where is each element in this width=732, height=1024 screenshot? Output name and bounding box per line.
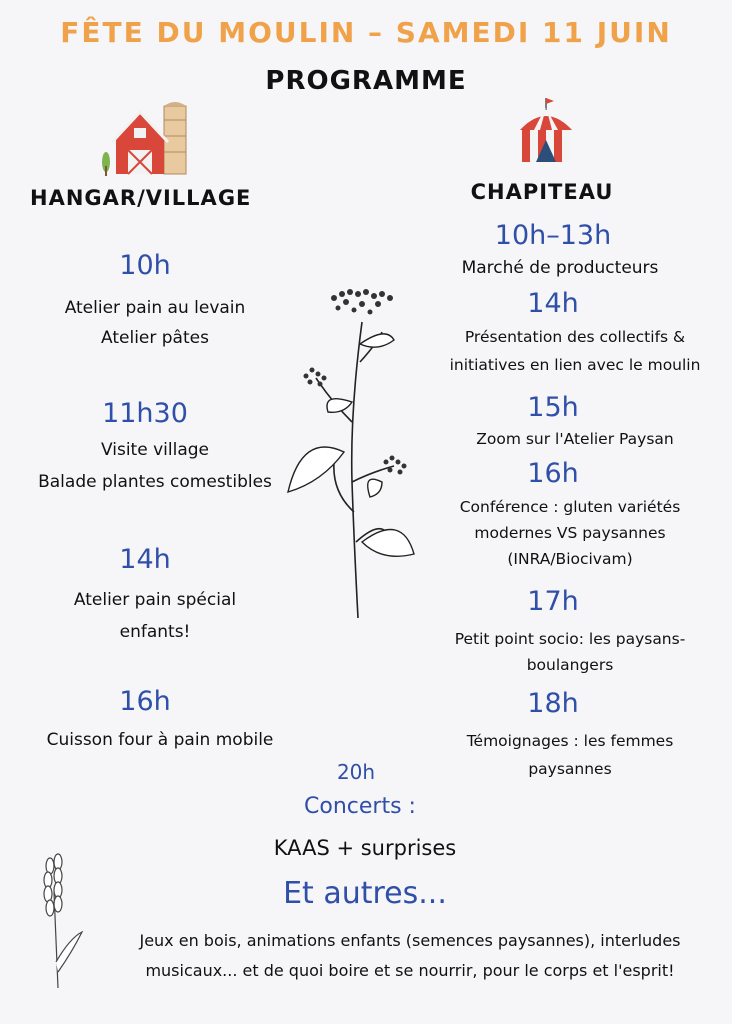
event-line: Atelier pain spécial <box>73 590 237 610</box>
event-line: (INRA/Biocivam) <box>507 550 633 568</box>
event-time: 16h <box>527 458 579 489</box>
venue-chapiteau: CHAPITEAU <box>470 180 614 204</box>
event-line: initiatives en lien avec le moulin <box>449 356 701 374</box>
event-line: Marché de producteurs <box>461 258 659 278</box>
event-line: Conférence : gluten variétés <box>459 498 681 516</box>
event-line: boulangers <box>526 656 614 674</box>
event-line: Atelier pâtes <box>101 328 209 348</box>
event-line: Petit point socio: les paysans- <box>454 630 686 648</box>
event-time: 10h–13h <box>494 220 612 251</box>
wheat-icon <box>36 852 88 992</box>
event-line: enfants! <box>119 622 191 642</box>
concerts-heading: Concerts : <box>304 794 416 819</box>
event-line: Témoignages : les femmes <box>466 732 674 750</box>
concert-bands: KAAS + surprises <box>273 836 457 860</box>
event-line: paysannes <box>528 760 612 778</box>
event-line: Balade plantes comestibles <box>38 472 272 492</box>
buckwheat-plant-icon <box>282 282 422 622</box>
venue-hangar-village: HANGAR/VILLAGE <box>30 186 252 210</box>
others-line: Jeux en bois, animations enfants (semences paysannes), interludes <box>139 931 681 950</box>
evening-time: 20h <box>336 760 376 784</box>
event-line: Atelier pain au levain <box>64 298 246 318</box>
event-time: 15h <box>527 392 579 423</box>
event-time: 10h <box>119 250 171 281</box>
event-time: 17h <box>527 586 579 617</box>
event-time: 16h <box>119 686 171 717</box>
others-line: musicaux... et de quoi boire et se nourrir, pour le corps et l'esprit! <box>145 961 675 980</box>
event-time: 11h30 <box>102 398 188 429</box>
event-time: 18h <box>527 688 579 719</box>
barn-icon <box>96 100 192 178</box>
event-line: Zoom sur l'Atelier Paysan <box>476 430 674 448</box>
program-heading: PROGRAMME <box>265 66 467 96</box>
event-time: 14h <box>119 544 171 575</box>
event-line: Visite village <box>101 440 209 460</box>
event-line: Cuisson four à pain mobile <box>46 730 274 750</box>
event-line: modernes VS paysannes <box>474 524 666 542</box>
event-line: Présentation des collectifs & <box>464 328 686 346</box>
circus-tent-icon <box>514 96 578 166</box>
others-heading: Et autres... <box>283 876 447 911</box>
event-title: FÊTE DU MOULIN – SAMEDI 11 JUIN <box>60 16 672 49</box>
event-time: 14h <box>527 288 579 319</box>
